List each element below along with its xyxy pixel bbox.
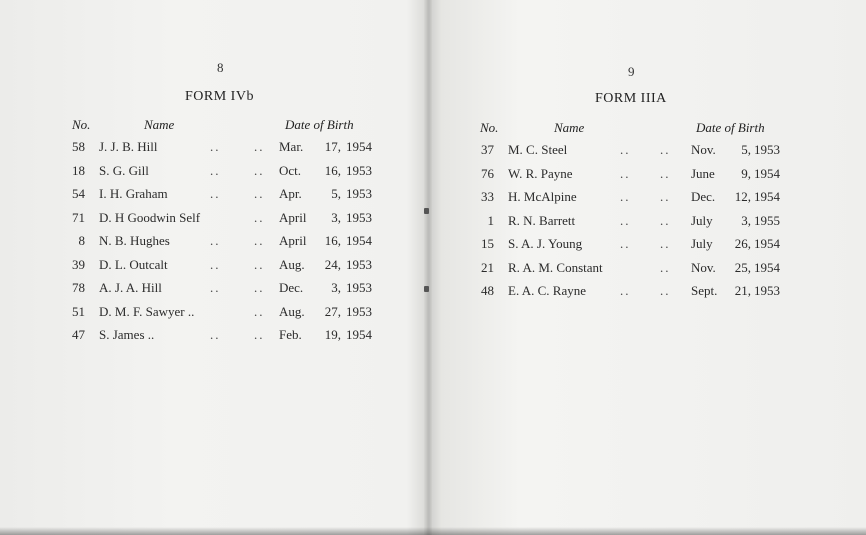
birth-year: 1954 [754, 189, 780, 204]
birth-year: 1953 [346, 256, 372, 272]
table-row [0, 139, 425, 159]
birth-month: Feb. [279, 327, 302, 342]
birth-day: 3, [741, 212, 751, 228]
table-row [432, 260, 866, 280]
leader-dots: .. [660, 236, 671, 251]
leader-dots: .. [254, 162, 265, 178]
page-number: 8 [217, 60, 224, 75]
row-number: 76 [481, 165, 494, 181]
leader-dots: .. [660, 142, 671, 157]
row-number: 54 [72, 186, 85, 201]
column-header-no: No. [72, 117, 91, 132]
birth-month: July [691, 236, 713, 251]
student-name: D. M. F. Sawyer .. [99, 303, 195, 319]
form-title: FORM IIIA [595, 91, 667, 106]
birth-year: 1954 [754, 259, 780, 275]
birth-month: Aug. [279, 256, 305, 272]
binding-gutter [424, 0, 432, 535]
leader-dots: .. [210, 256, 221, 272]
student-name: A. J. A. Hill [99, 280, 162, 295]
row-number: 47 [72, 327, 85, 342]
birth-year: 1953 [346, 162, 372, 178]
row-number: 8 [78, 233, 85, 248]
row-number: 71 [72, 209, 85, 225]
student-name: S. A. J. Young [508, 236, 583, 251]
table-row [0, 163, 425, 183]
row-number: 15 [481, 236, 494, 251]
table-row [0, 186, 425, 206]
leader-dots: .. [210, 162, 221, 178]
leader-dots: .. [254, 256, 265, 272]
leader-dots: .. [210, 280, 221, 295]
right-page [432, 0, 866, 535]
birth-year: 1953 [346, 209, 372, 225]
birth-day: 19, [324, 327, 341, 342]
student-name: D. H Goodwin Self [99, 209, 201, 225]
student-name: J. J. B. Hill [99, 139, 158, 154]
column-header-name: Name [144, 117, 175, 132]
table-row [432, 166, 866, 186]
birth-year: 1953 [346, 303, 372, 319]
leader-dots: .. [210, 186, 221, 201]
birth-month: Oct. [279, 162, 302, 178]
column-header-no: No. [480, 120, 499, 135]
birth-year: 1954 [754, 236, 780, 251]
leader-dots: .. [210, 139, 221, 154]
row-number: 48 [481, 283, 494, 298]
table-row [432, 236, 866, 256]
table-row [0, 233, 425, 253]
table-row [0, 257, 425, 277]
table-row [432, 283, 866, 303]
birth-month: Nov. [691, 259, 716, 275]
leader-dots: .. [620, 212, 631, 228]
birth-day: 5, [331, 186, 341, 201]
birth-month: June [691, 165, 715, 181]
birth-day: 5, [741, 142, 751, 157]
table-row [0, 280, 425, 300]
row-number: 1 [487, 212, 494, 228]
leader-dots: .. [254, 327, 265, 342]
leader-dots: .. [660, 165, 671, 181]
student-name: H. McAlpine [508, 189, 577, 204]
leader-dots: .. [620, 142, 631, 157]
student-name: R. N. Barrett [508, 212, 576, 228]
leader-dots: .. [254, 209, 265, 225]
birth-day: 17, [324, 139, 341, 154]
leader-dots: .. [254, 233, 265, 248]
student-name: N. B. Hughes [99, 233, 170, 248]
leader-dots: .. [660, 189, 671, 204]
column-header-name: Name [554, 120, 585, 135]
student-name: R. A. M. Constant [508, 259, 603, 275]
row-number: 58 [72, 139, 85, 154]
student-name: M. C. Steel [508, 142, 568, 157]
birth-year: 1953 [346, 280, 372, 295]
birth-day: 9, [741, 165, 751, 181]
birth-month: Dec. [279, 280, 304, 295]
leader-dots: .. [254, 139, 265, 154]
birth-month: April [279, 233, 307, 248]
student-name: E. A. C. Rayne [508, 283, 586, 298]
leader-dots: .. [210, 233, 221, 248]
birth-day: 25, [734, 259, 751, 275]
form-title: FORM IVb [185, 89, 254, 104]
birth-year: 1953 [754, 142, 780, 157]
birth-year: 1954 [346, 233, 372, 248]
leader-dots: .. [620, 165, 631, 181]
leader-dots: .. [254, 303, 265, 319]
page-number: 9 [628, 64, 635, 79]
birth-year: 1954 [754, 165, 780, 181]
column-header-date-of-birth: Date of Birth [696, 120, 765, 135]
birth-day: 24, [324, 256, 341, 272]
student-name: D. L. Outcalt [99, 256, 168, 272]
birth-year: 1953 [754, 283, 780, 298]
student-name: S. G. Gill [99, 162, 149, 178]
row-number: 18 [72, 162, 85, 178]
table-row [432, 142, 866, 162]
table-row [0, 210, 425, 230]
leader-dots: .. [660, 283, 671, 298]
row-number: 78 [72, 280, 85, 295]
leader-dots: .. [620, 283, 631, 298]
birth-year: 1954 [346, 327, 372, 342]
row-number: 39 [72, 256, 85, 272]
student-name: S. James .. [99, 327, 155, 342]
leader-dots: .. [660, 259, 671, 275]
leader-dots: .. [620, 189, 631, 204]
leader-dots: .. [660, 212, 671, 228]
birth-year: 1953 [346, 186, 372, 201]
birth-day: 3, [331, 209, 341, 225]
birth-month: July [691, 212, 713, 228]
birth-day: 27, [324, 303, 341, 319]
leader-dots: .. [620, 236, 631, 251]
table-row [0, 327, 425, 347]
birth-day: 16, [324, 233, 341, 248]
birth-day: 26, [734, 236, 751, 251]
birth-day: 3, [331, 280, 341, 295]
student-name: I. H. Graham [99, 186, 168, 201]
birth-month: Dec. [691, 189, 716, 204]
birth-day: 12, [734, 189, 751, 204]
left-page [0, 0, 425, 535]
row-number: 21 [481, 259, 494, 275]
row-number: 51 [72, 303, 85, 319]
birth-day: 21, [734, 283, 751, 298]
table-row [432, 189, 866, 209]
birth-year: 1955 [754, 212, 780, 228]
table-row [432, 213, 866, 233]
birth-day: 16, [324, 162, 341, 178]
page-bottom-edge [0, 527, 866, 535]
table-row [0, 304, 425, 324]
birth-year: 1954 [346, 139, 372, 154]
leader-dots: .. [210, 327, 221, 342]
student-name: W. R. Payne [508, 165, 573, 181]
birth-month: Apr. [279, 186, 302, 201]
birth-month: Nov. [691, 142, 716, 157]
birth-month: April [279, 209, 307, 225]
birth-month: Sept. [691, 283, 718, 298]
column-header-date-of-birth: Date of Birth [285, 117, 354, 132]
leader-dots: .. [254, 280, 265, 295]
birth-month: Mar. [279, 139, 304, 154]
row-number: 37 [481, 142, 494, 157]
leader-dots: .. [254, 186, 265, 201]
row-number: 33 [481, 189, 494, 204]
birth-month: Aug. [279, 303, 305, 319]
